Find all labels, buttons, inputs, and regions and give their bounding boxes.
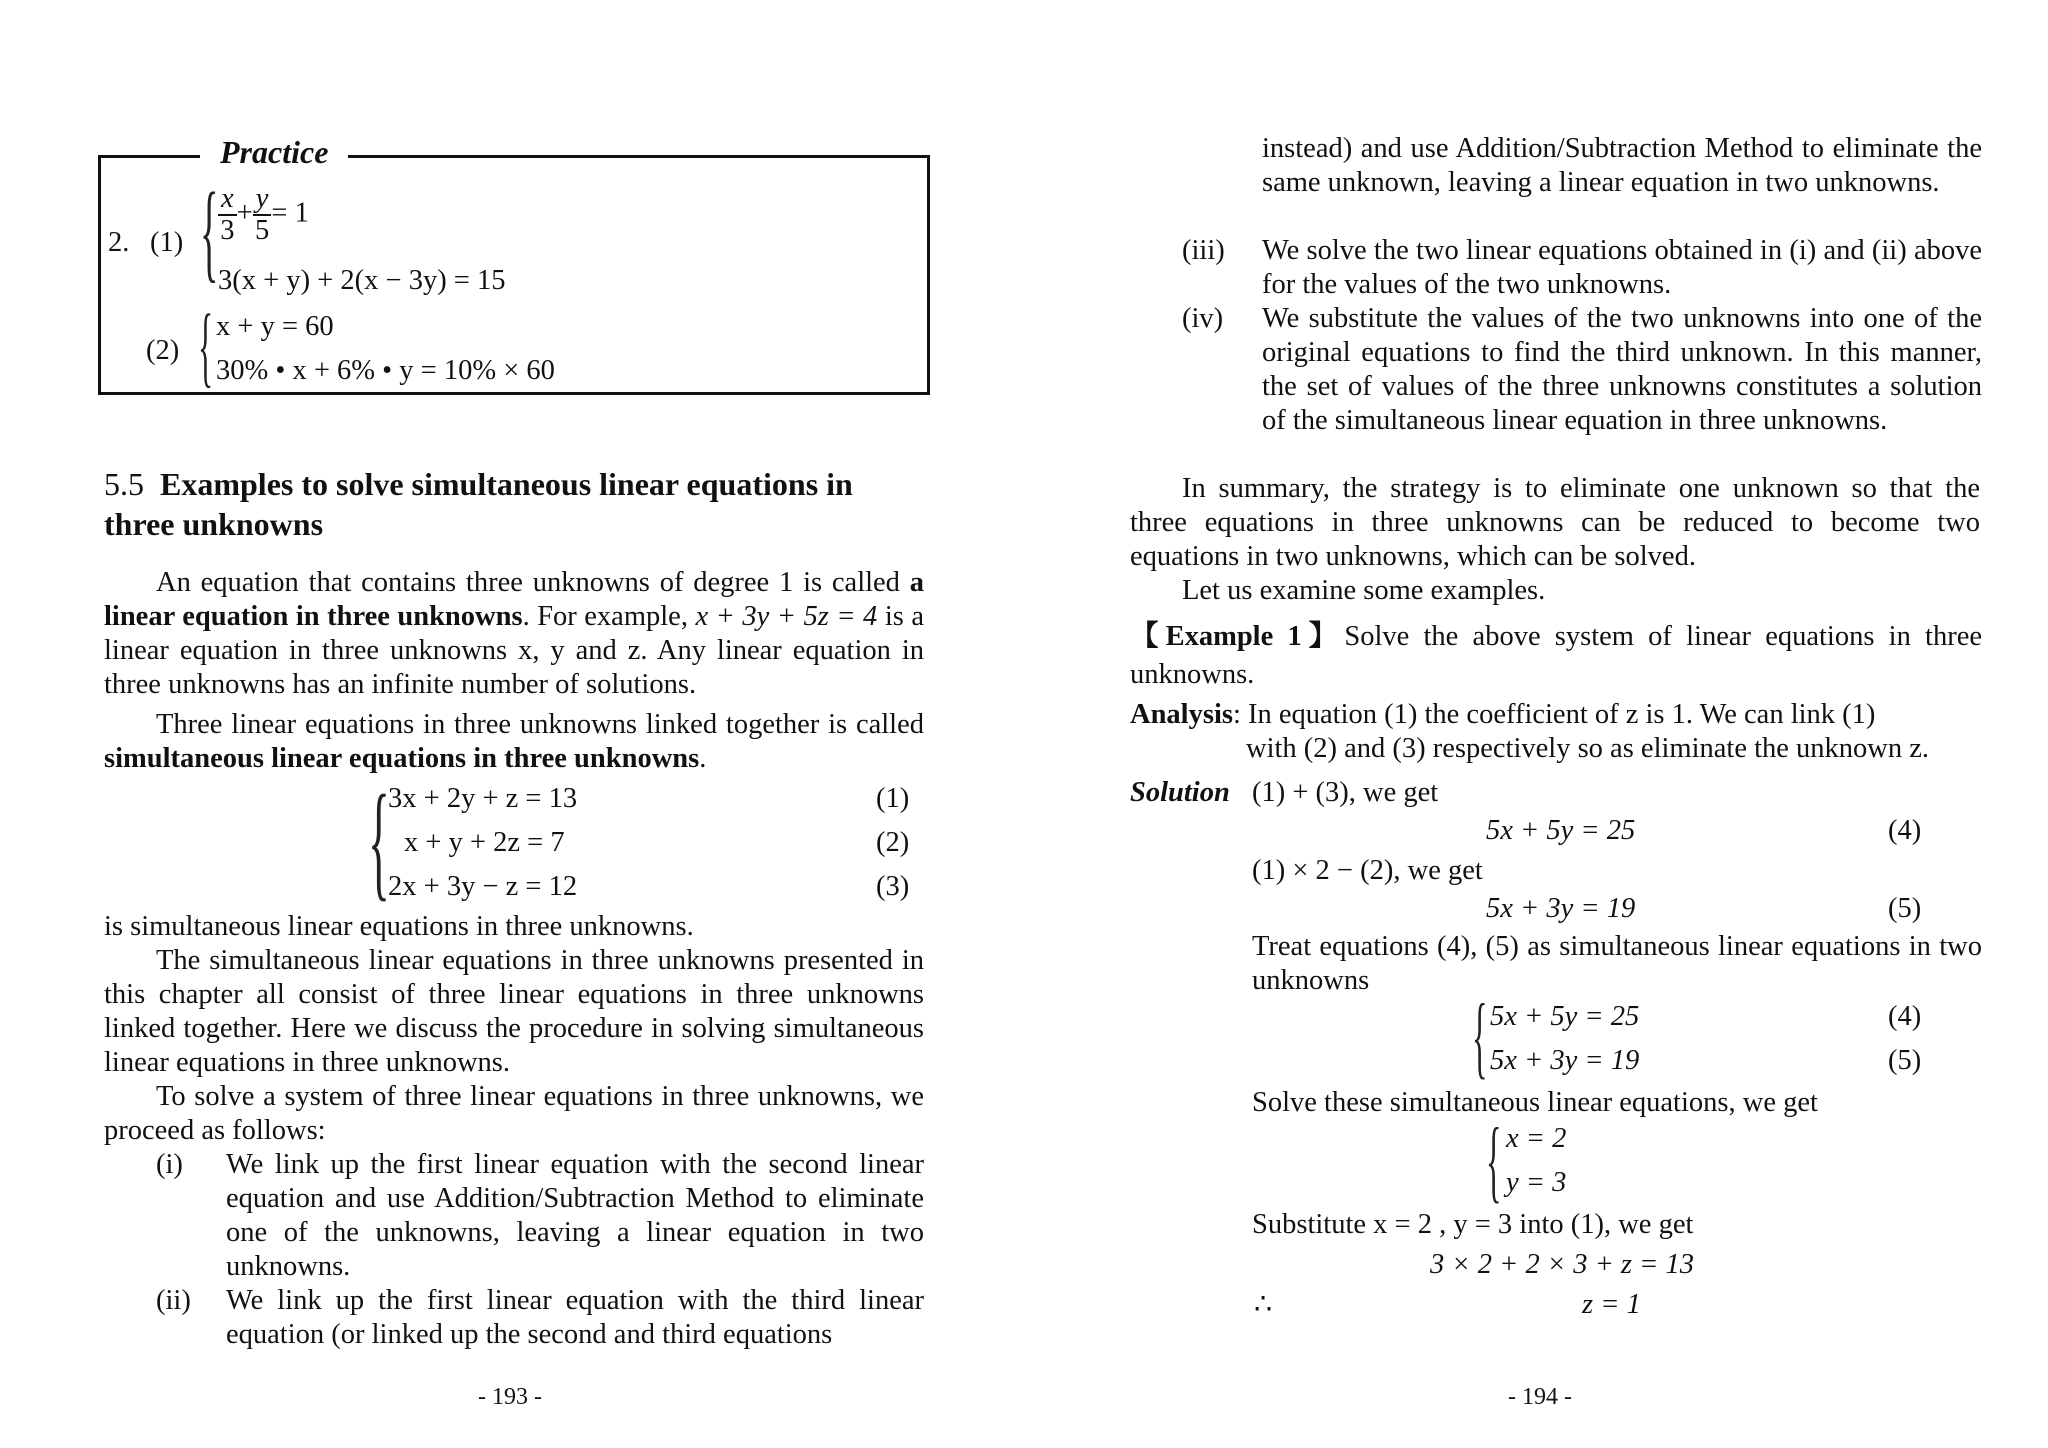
eq-4-label: (4)	[1888, 815, 1922, 846]
subsystem-eq-2-label: (5)	[1888, 1045, 1922, 1076]
practice-part1-label: (1)	[150, 227, 184, 258]
result-x: x = 2	[1506, 1123, 1567, 1154]
solution-treat: Treat equations (4), (5) as simultaneous linear equations in two unknowns	[1252, 931, 1982, 996]
practice-part2-brace: {	[198, 297, 214, 396]
paragraph-summary: In summary, the strategy is to eliminate one unknown so that the three equations in three unknowns can be reduced to become two equations in two unknowns, which can be solved.	[1130, 473, 1980, 572]
practice-title: Practice	[200, 135, 348, 169]
result-brace: {	[1486, 1109, 1502, 1211]
subsystem-eq-2: 5x + 3y = 19	[1490, 1045, 1640, 1076]
step-iii-text: We solve the two linear equations obtained in (i) and (ii) above for the values of the two unknowns.	[1262, 235, 1982, 300]
solution-substitute: Substitute x = 2 , y = 3 into (1), we get	[1252, 1209, 1694, 1240]
paragraph-procedure-intro: To solve a system of three linear equations in three unknowns, we proceed as follows:	[104, 1081, 924, 1146]
practice-part2-label: (2)	[146, 335, 180, 366]
practice-part1-eq2: 3(x + y) + 2(x − 3y) = 15	[218, 265, 506, 296]
step-ii-label: (ii)	[156, 1285, 191, 1316]
system-brace: {	[368, 769, 390, 913]
subsystem-brace: {	[1472, 985, 1488, 1087]
paragraph-is-simultaneous: is simultaneous linear equations in three unknowns.	[104, 911, 694, 942]
eq-5: 5x + 3y = 19	[1486, 893, 1636, 924]
solution-solve-text: Solve these simultaneous linear equations, we get	[1252, 1087, 1818, 1118]
paragraph-examine: Let us examine some examples.	[1182, 575, 1546, 606]
analysis-line2: with (2) and (3) respectively so as eliminate the unknown z.	[1246, 733, 1930, 764]
system-eq-1: 3x + 2y + z = 13	[388, 783, 578, 814]
step-iii-label: (iii)	[1182, 235, 1225, 266]
system-eq-1-label: (1)	[876, 783, 910, 814]
solution-step1: (1) + (3), we get	[1252, 777, 1439, 808]
eq-4: 5x + 5y = 25	[1486, 815, 1636, 846]
therefore-symbol: ∴	[1254, 1289, 1273, 1320]
paragraph-definition: An equation that contains three unknowns of degree 1 is called a linear equation in three unknowns. For example, x + 3y + 5z = 4 is a linear equation in three unknowns x, y and z. Any linear equation in three unknowns has an infinite number of solutions.	[104, 567, 924, 700]
page-number-left: - 193 -	[478, 1384, 542, 1410]
practice-part1-eq1: $\frac{x}{3}$ + $\frac{y}{5}$ = 1	[218, 184, 309, 246]
system-eq-2-label: (2)	[876, 827, 910, 858]
section-title: 5.5 Examples to solve simultaneous linear equations in three unknowns	[104, 466, 853, 542]
practice-part2-eq1: x + y = 60	[216, 311, 334, 342]
step-ii-continued: instead) and use Addition/Subtraction Method to eliminate the same unknown, leaving a linear equation in two unknowns.	[1262, 133, 1982, 198]
eq-5-label: (5)	[1888, 893, 1922, 924]
subsystem-eq-1-label: (4)	[1888, 1001, 1922, 1032]
example-1-label: 【Example 1】	[1130, 621, 1345, 652]
analysis: Analysis: In equation (1) the coefficient of z is 1. We can link (1)	[1130, 699, 1876, 730]
z-result: z = 1	[1582, 1289, 1641, 1320]
step-iv-text: We substitute the values of the two unknowns into one of the original equations to find the third unknown. In this manner, the set of values of the three unknowns constitutes a solution of the simultaneous linear equation in three unknowns.	[1262, 303, 1982, 436]
paragraph-simultaneous-definition: Three linear equations in three unknowns linked together is called simultaneous linear equations in three unknowns.	[104, 709, 924, 774]
practice-part2-eq2: 30% • x + 6% • y = 10% × 60	[216, 355, 555, 386]
step-i-label: (i)	[156, 1149, 183, 1180]
step-iv-label: (iv)	[1182, 303, 1224, 334]
practice-part1-brace: {	[200, 170, 219, 292]
solution-label: Solution	[1130, 777, 1230, 808]
system-eq-3: 2x + 3y − z = 12	[388, 871, 578, 902]
page-right	[1024, 0, 2048, 1448]
page-number-right: - 194 -	[1508, 1384, 1572, 1410]
subsystem-eq-1: 5x + 5y = 25	[1490, 1001, 1640, 1032]
result-y: y = 3	[1506, 1167, 1567, 1198]
step-ii-text: We link up the first linear equation with the third linear equation (or linked up the second and third equations	[226, 1285, 924, 1350]
step-i-text: We link up the first linear equation with the second linear equation and use Addition/Subtraction Method to eliminate one of the unknowns, leaving a linear equation in two unknowns.	[226, 1149, 924, 1282]
system-eq-3-label: (3)	[876, 871, 910, 902]
solution-step2: (1) × 2 − (2), we get	[1252, 855, 1483, 886]
substitution-eq: 3 × 2 + 2 × 3 + z = 13	[1430, 1249, 1695, 1280]
practice-problem-number: 2.	[108, 227, 130, 258]
example-1: 【Example 1】Solve the above system of linear equations in three unknowns.	[1130, 621, 1982, 690]
paragraph-chapter-scope: The simultaneous linear equations in three unknowns presented in this chapter all consist of three linear equations in three unknowns linked together. Here we discuss the procedure in solving simultaneous linear equations in three unknowns.	[104, 945, 924, 1078]
system-eq-2: x + y + 2z = 7	[404, 827, 565, 858]
